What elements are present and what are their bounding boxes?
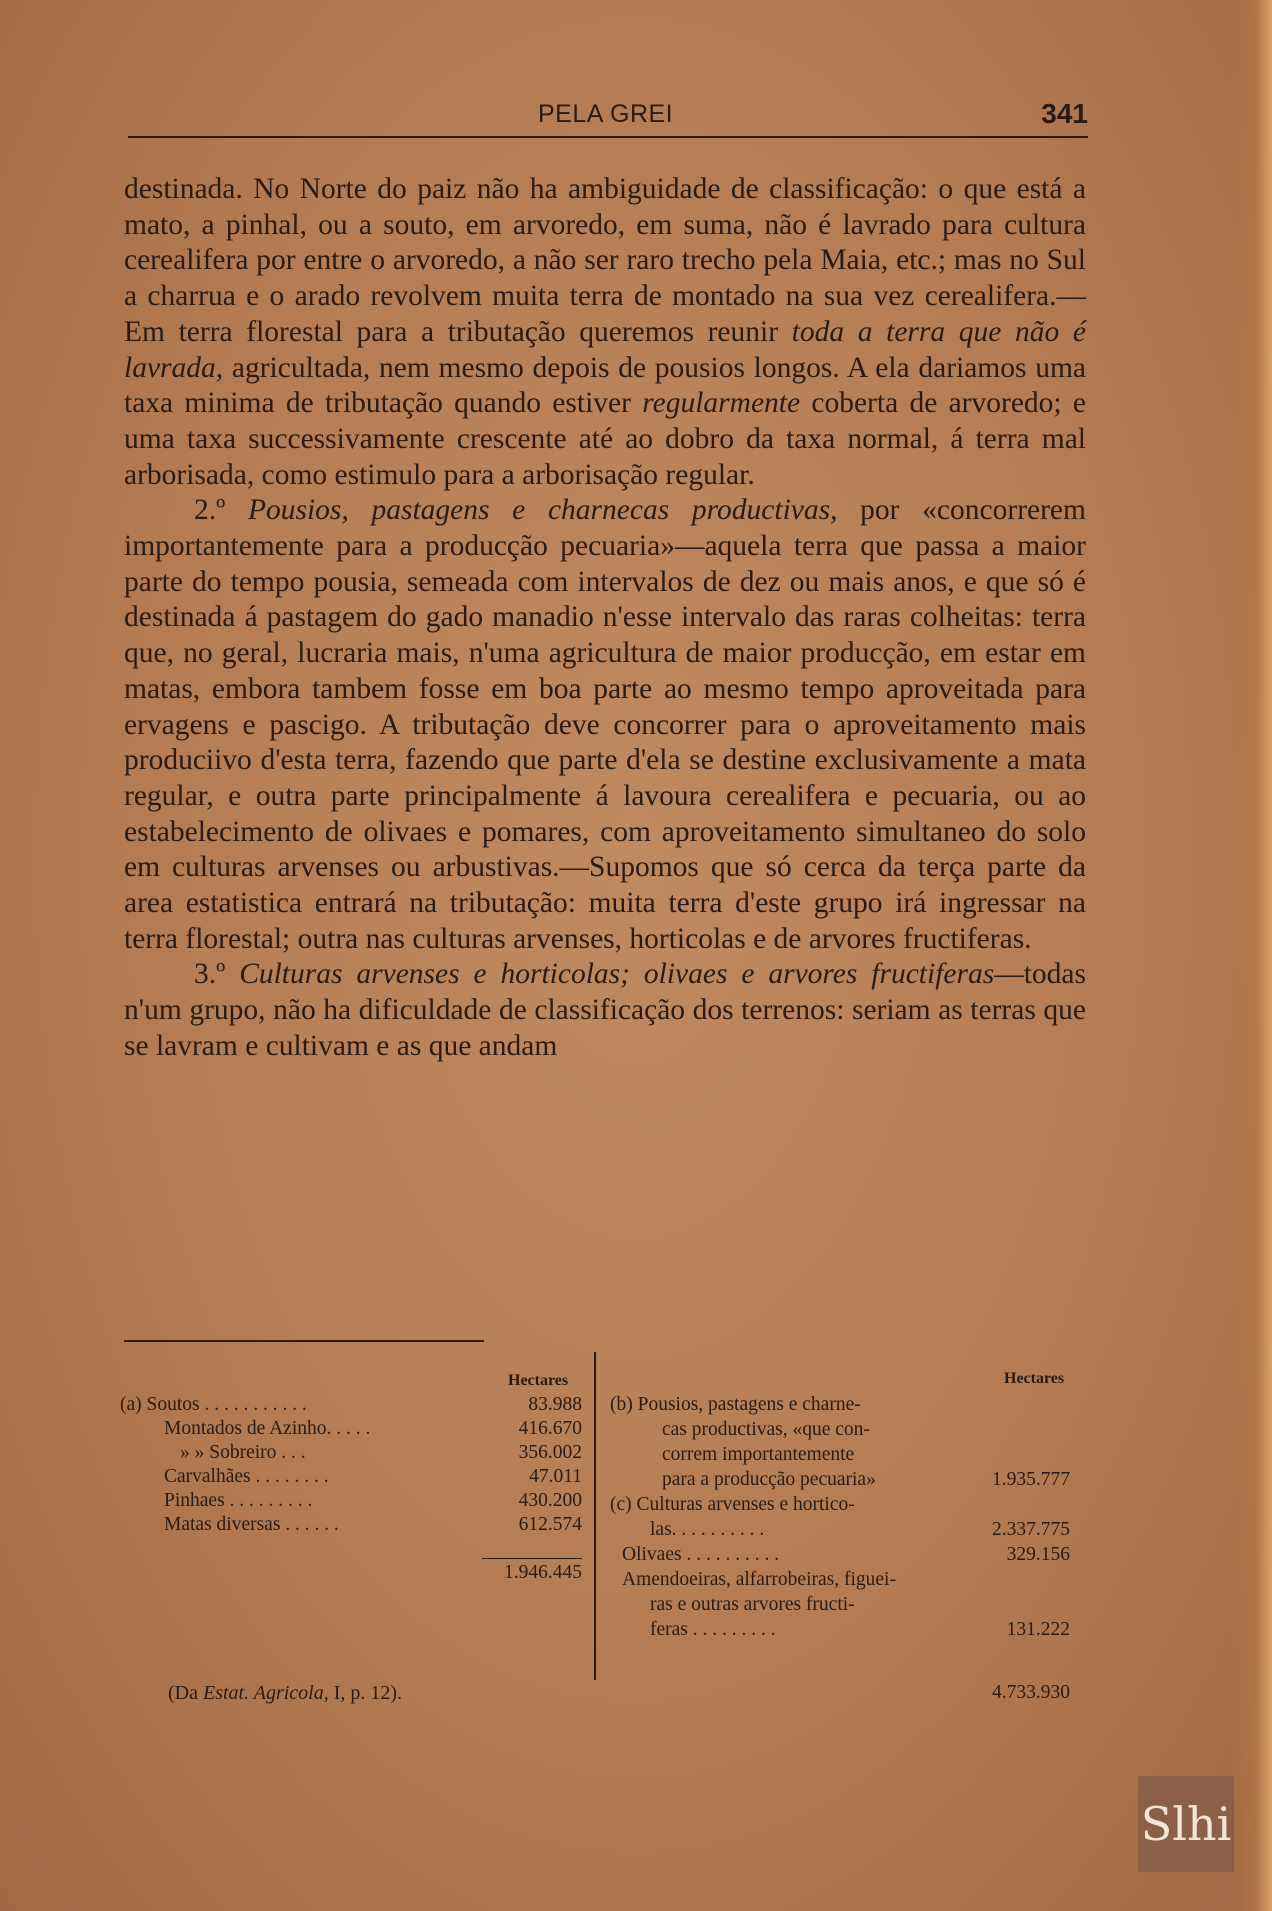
page-edge-shadow	[1232, 0, 1272, 1911]
paragraph-2	[124, 493, 1086, 957]
row-label: Pinhaes . . . . . . . . .	[164, 1490, 313, 1511]
paragraph-1	[124, 172, 1086, 493]
row-value: 430.200	[518, 1490, 582, 1511]
row-label: feras . . . . . . . . .	[650, 1619, 776, 1640]
row-value: 2.337.775	[992, 1519, 1070, 1540]
row-value: 416.670	[518, 1418, 582, 1439]
footnote-rule	[124, 1340, 484, 1342]
source-prefix: (Da	[168, 1682, 203, 1704]
row-value: 47.011	[529, 1466, 582, 1487]
unit-heading-a: Hectares	[508, 1372, 569, 1389]
total-b: 4.733.930	[992, 1682, 1070, 1703]
footnote-column-divider	[594, 1352, 596, 1680]
text-run: destinada. No Norte do paiz não ha ambiguidade de classificação: o que está a mato, a pinhal, ou a souto, em arvoredo, em suma, não é lavrado para cultura cerealifera por entre o arvoredo, a não ser raro trecho pela Maia, etc.; mas no Sul a charrua e o arado revolvem muita terra de montado na sua vez cerealifera.—Em terra florestal para a tributação queremos reunir	[124, 173, 1086, 348]
unit-heading-b: Hectares	[1004, 1370, 1065, 1387]
running-head: PELA GREI	[538, 100, 674, 128]
text-run: —todas n'um grupo, não ha dificuldade de classificação dos terrenos: seriam as terras que se lavram e cultivam e as que andam	[124, 958, 1086, 1062]
italic-run: regularmente	[642, 387, 801, 420]
row-value: 612.574	[518, 1514, 582, 1535]
row-label: cas productivas, «que con-	[662, 1419, 870, 1440]
library-logo: Slhi	[1138, 1776, 1234, 1872]
text-run: 2.º	[194, 494, 248, 527]
row-label: Carvalhães . . . . . . . .	[164, 1466, 329, 1487]
row-value: 131.222	[1006, 1619, 1070, 1640]
row-value: 1.935.777	[992, 1469, 1070, 1490]
row-value: 83.988	[528, 1394, 582, 1415]
row-label: correm importantemente	[662, 1444, 855, 1465]
footnotes	[120, 1340, 1090, 1704]
text-run: 3.º	[194, 958, 240, 991]
row-label: Olivaes . . . . . . . . . .	[622, 1544, 780, 1565]
text-run: coberta de arvoredo; e uma taxa successivamente crescente até ao dobro da taxa normal, á terra mal arborisada, como estimulo para a arborisação regular.	[124, 387, 1086, 491]
source-suffix: I, p. 12).	[328, 1682, 403, 1704]
source-citation	[168, 1682, 402, 1704]
italic-run: Culturas arvenses e horticolas; olivaes e arvores fructiferas	[239, 958, 995, 991]
row-label: (a) Soutos . . . . . . . . . . .	[120, 1394, 307, 1415]
source-title: Estat. Agricola,	[202, 1682, 329, 1704]
body-text	[124, 172, 1086, 1065]
row-value: 329.156	[1006, 1544, 1070, 1565]
paragraph-3	[124, 957, 1086, 1064]
page-number: 341	[1041, 98, 1088, 129]
total-rule-a	[482, 1558, 582, 1559]
page-header	[128, 96, 1088, 136]
text-run: por «concorrerem importantemente para a producção pecuaria»—aquela terra que passa a maior parte do tempo pousia, semeada com intervalos de dez ou mais anos, e que só é destinada á pastagem do gado manadio n'esse intervalo das raras colheitas: terra que, no geral, lucraria mais, n'uma agricultura de maior producção, em estar em matas, embora tambem fosse em boa parte ao mesmo tempo aproveitada para ervagens e pascigo. A tributação deve concorrer para o aproveitamento mais produciivo d'esta terra, fazendo que parte d'ela se destine exclusivamente a mata regular, e outra parte principalmente á lavoura cerealifera e pecuaria, ou ao estabelecimento de olivaes e pomares, com aproveitamento simultaneo do solo em culturas arvenses ou arbustivas.—Supomos que só cerca da terça parte da area estatistica entrará na tributação: muita terra d'este grupo irá ingressar na terra florestal; outra nas culturas arvenses, horticolas e de arvores fructiferas.	[124, 494, 1086, 955]
row-label: Matas diversas . . . . . .	[164, 1514, 339, 1535]
total-a: 1.946.445	[504, 1562, 582, 1583]
row-label: para a producção pecuaria»	[662, 1469, 876, 1490]
row-label: (b) Pousios, pastagens e charne-	[610, 1394, 861, 1415]
row-label: Montados de Azinho. . . . .	[164, 1418, 371, 1439]
row-value: 356.002	[518, 1442, 582, 1463]
text-run: agricultada, nem mesmo depois de pousios longos. A ela dariamos uma taxa minima de tributação quando estiver	[124, 351, 1086, 420]
row-label: Amendoeiras, alfarrobeiras, figuei-	[622, 1569, 896, 1590]
row-label: (c) Culturas arvenses e hortico-	[610, 1494, 855, 1515]
header-rule	[128, 136, 1088, 138]
row-label: ras e outras arvores fructi-	[650, 1594, 855, 1615]
italic-run: toda a terra que não é lavrada,	[124, 315, 1086, 384]
row-label: las. . . . . . . . . .	[650, 1519, 765, 1540]
row-label: » » Sobreiro . . .	[180, 1442, 306, 1463]
italic-run: Pousios, pastagens e charnecas productivas,	[247, 494, 838, 527]
